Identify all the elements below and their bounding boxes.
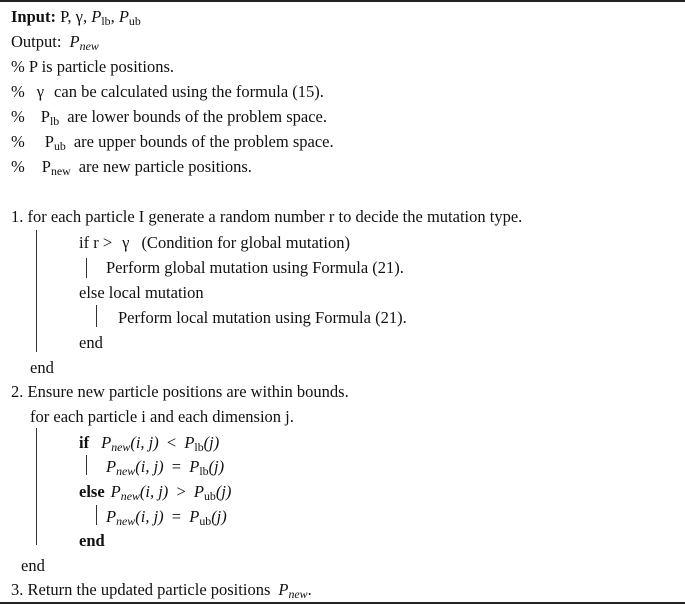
output-line bbox=[11, 32, 99, 52]
assign-lb-bar bbox=[86, 455, 87, 475]
comment-2: % γ can be calculated using the formula (15). bbox=[11, 82, 324, 101]
comment-4: % $P_{ub}$ are upper bounds of the problem space. bbox=[11, 132, 334, 153]
else-bound-line: else $P_{new}(i$, $j) > P_{ub}(j)$ bbox=[79, 482, 232, 503]
comma: , bbox=[110, 7, 115, 26]
assign-lb-line: $P_{new}(i$, $j) = P_{lb}(j)$ bbox=[106, 457, 225, 478]
step-1: 1. for each particle I generate a random number r to decide the mutation type. bbox=[11, 207, 523, 226]
assign-ub-line: $P_{new}(i$, $j) = P_{ub}(j)$ bbox=[106, 507, 227, 528]
end-2: end bbox=[21, 556, 45, 575]
comment-1: % P is particle positions. bbox=[11, 57, 175, 76]
global-bar bbox=[86, 258, 87, 278]
if-r-line: if r > γ (Condition for global mutation) bbox=[79, 233, 350, 252]
input-vars: P, γ, bbox=[60, 7, 88, 26]
inner-end-1: end bbox=[79, 333, 103, 352]
comment-3: % $P_{lb}$ are lower bounds of the problem space. bbox=[11, 107, 327, 128]
comment-5: % $P_{new}$ are new particle positions. bbox=[11, 157, 252, 178]
for-each-line: for each particle i and each dimension j. bbox=[30, 407, 294, 426]
local-bar bbox=[96, 305, 97, 327]
step-3: 3. Return the updated particle positions $P_{new}$. bbox=[11, 580, 312, 601]
inner-end-2: end bbox=[79, 531, 105, 550]
end-1: end bbox=[30, 358, 54, 377]
else-local-line: else local mutation bbox=[79, 283, 204, 302]
output-label: Output: bbox=[11, 32, 62, 51]
if-bound-line: if $P_{new}(i$, $j) < P_{lb}(j)$ bbox=[79, 433, 220, 454]
step1-block-bar bbox=[36, 230, 37, 352]
assign-ub-bar bbox=[96, 505, 97, 525]
step-2: 2. Ensure new particle positions are within bounds. bbox=[11, 382, 349, 401]
input-line bbox=[11, 7, 141, 27]
p-ub-symbol: $P_{ub}$ bbox=[118, 7, 141, 28]
step2-block-bar bbox=[36, 428, 37, 545]
top-rule bbox=[0, 0, 685, 2]
local-line: Perform local mutation using Formula (21). bbox=[118, 308, 407, 327]
input-label: Input: bbox=[11, 7, 56, 26]
global-line: Perform global mutation using Formula (21). bbox=[106, 258, 404, 277]
p-new-symbol: $P_{new}$ bbox=[69, 32, 99, 53]
p-lb-symbol: $P_{lb}$ bbox=[91, 7, 111, 28]
